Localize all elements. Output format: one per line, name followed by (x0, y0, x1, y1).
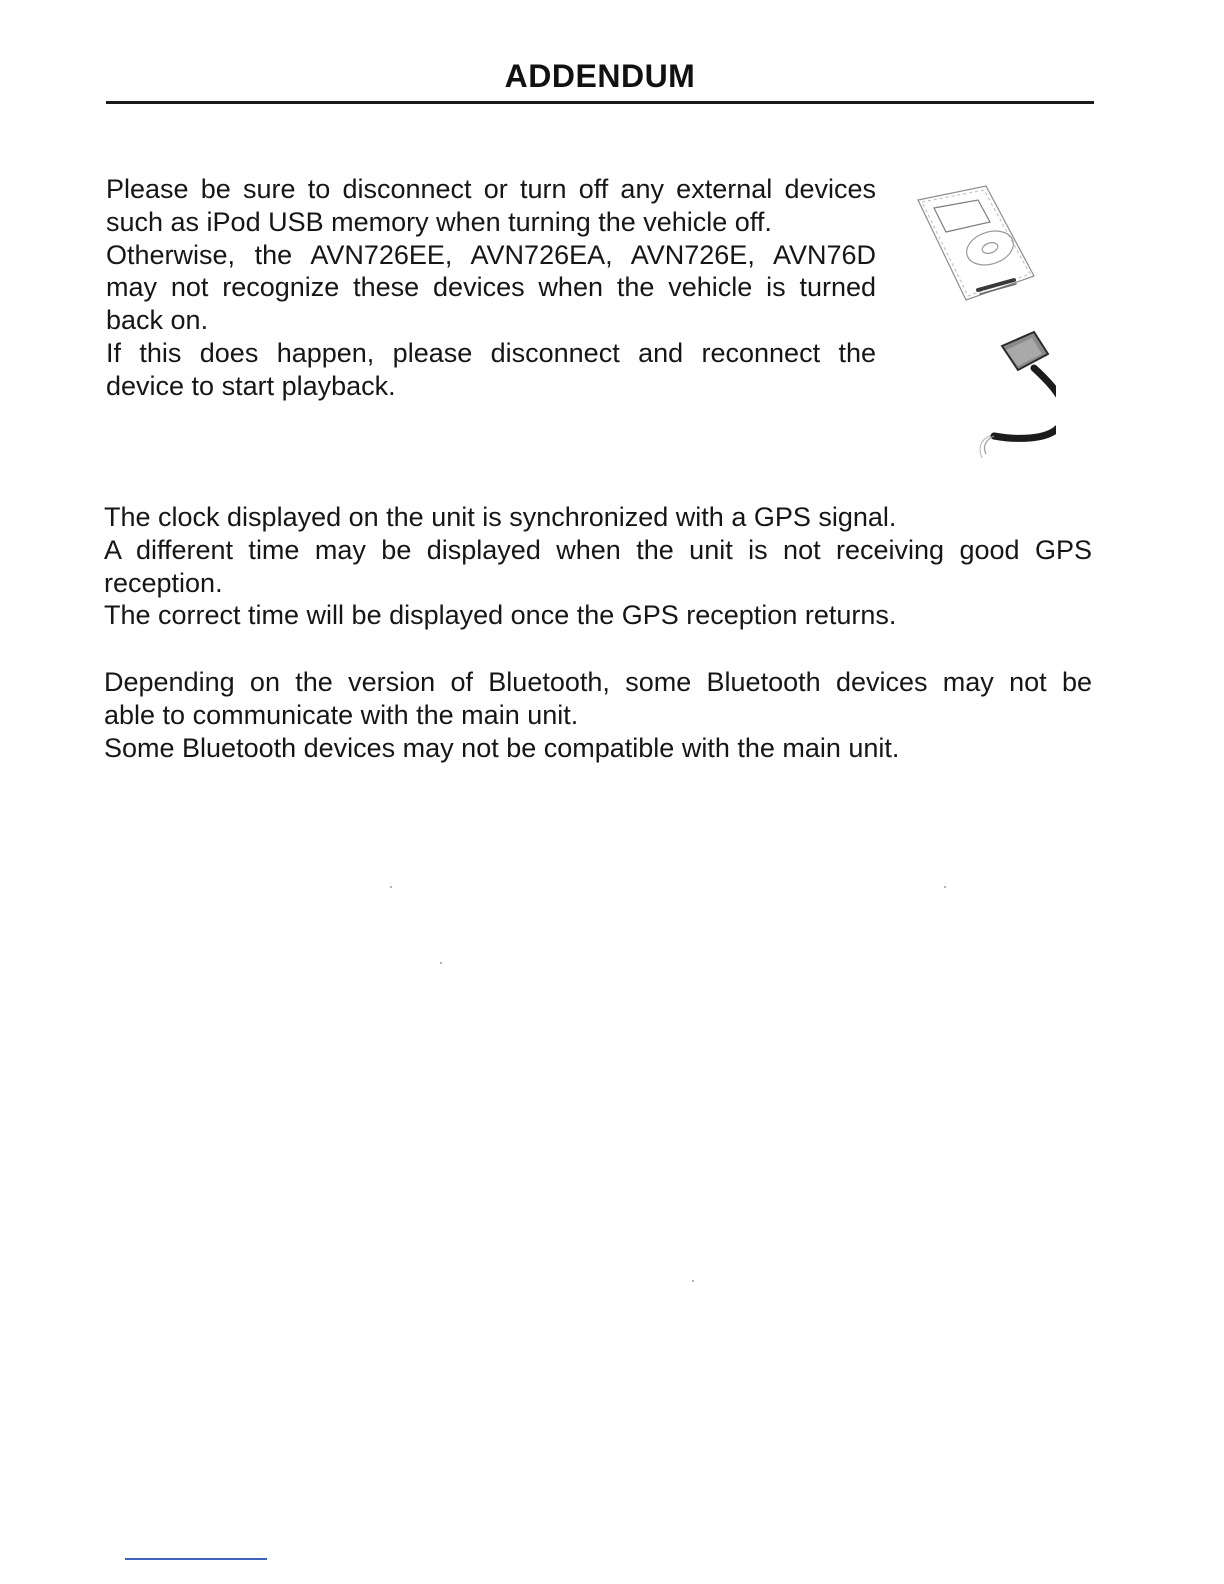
bluetooth-notice-line: able to communicate with the main unit. (104, 699, 579, 730)
bluetooth-notice-paragraph (104, 666, 1092, 764)
scan-speck (944, 886, 946, 888)
usb-notice-line: may not recognize these devices when the vehicle is turned (106, 272, 876, 303)
clock-notice-line: The clock displayed on the unit is synchronized with a GPS signal. (104, 502, 897, 532)
clock-notice-line: reception. (104, 567, 223, 598)
usb-notice-line: If this does happen, please disconnect and reconnect the (106, 337, 876, 368)
usb-notice-line: device to start playback. (106, 370, 396, 401)
footer-rule (125, 1558, 267, 1560)
dock-connector-icon (1002, 332, 1048, 370)
scan-speck (390, 886, 392, 888)
scan-speck (440, 962, 442, 964)
usb-notice-line: back on. (106, 305, 209, 336)
clock-notice-paragraph (104, 501, 1092, 632)
ipod-icon (918, 186, 1034, 300)
usb-notice-line: Please be sure to disconnect or turn off any external devices (106, 174, 876, 204)
title-underline (106, 101, 1094, 104)
ipod-with-cable-icon (906, 178, 1056, 468)
usb-notice-line: Otherwise, the AVN726EE, AVN726EA, AVN726E, AVN76D (106, 239, 876, 270)
scan-speck (692, 1280, 694, 1282)
usb-notice-line: such as iPod USB memory when turning the vehicle off. (106, 206, 772, 237)
page-title: ADDENDUM (504, 58, 696, 94)
usb-notice-paragraph (106, 173, 876, 403)
bluetooth-notice-line: Some Bluetooth devices may not be compatible with the main unit. (104, 732, 900, 763)
clock-notice-line: A different time may be displayed when the unit is not receiving good GPS (104, 534, 1092, 565)
bluetooth-notice-line: Depending on the version of Bluetooth, some Bluetooth devices may not be (104, 667, 1092, 697)
clock-notice-line: The correct time will be displayed once the GPS reception returns. (104, 600, 897, 631)
